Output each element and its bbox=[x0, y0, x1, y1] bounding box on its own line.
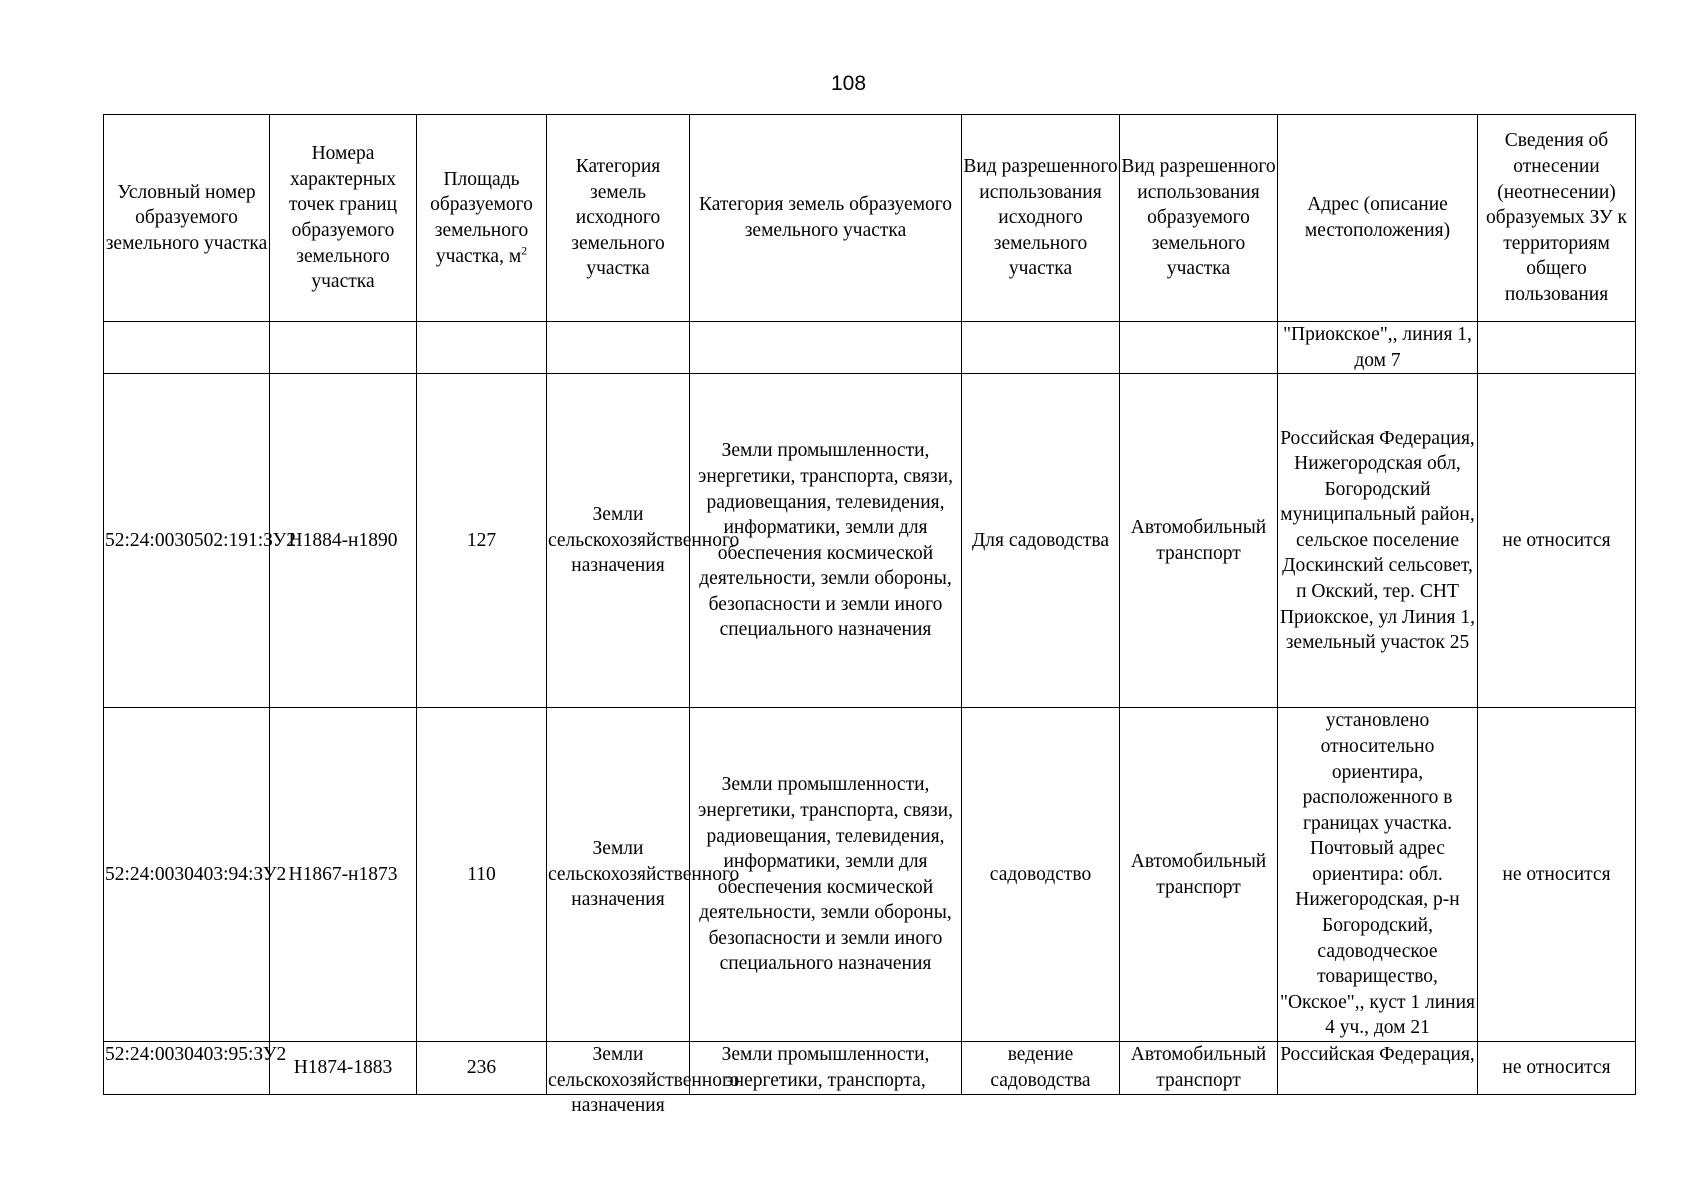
cell-use-source: садоводство bbox=[962, 708, 1120, 1042]
cell-use-source: Для садоводства bbox=[962, 374, 1120, 708]
cell-address: установлено относительно ориентира, расположенного в границах участка. Почтовый адрес ориентира: обл. Нижегородская, р-н Богородский, садоводческое товарищество, "Окское",, куст 1 линия 4 уч., дом 21 bbox=[1278, 708, 1478, 1042]
cell-cat-new bbox=[690, 1042, 962, 1095]
cell-address: Российская Федерация, Нижегородская обл, Богородский муниципальный район, сельское поселение Доскинский сельсовет, п Окский, тер. СНТ Приокское, ул Линия 1, земельный участок 25 bbox=[1278, 374, 1478, 708]
cell-cat-source: Земли сельскохозяйственного назначения bbox=[547, 708, 690, 1042]
cell-points: Н1874-1883 bbox=[270, 1042, 417, 1095]
cell-use-new: Автомобильный транспорт bbox=[1120, 374, 1278, 708]
header-cat-source: Категория земель исходного земельного участка bbox=[547, 115, 690, 322]
cell-cat-source: Земли сельскохозяйственного назначения bbox=[547, 374, 690, 708]
page-number: 108 bbox=[830, 72, 867, 95]
table-row-continuation bbox=[104, 322, 1636, 374]
cell-public: не относится bbox=[1478, 1042, 1636, 1095]
clip-box: 52:24:0030403:95:ЗУ2 bbox=[105, 1044, 287, 1066]
cell-use-source bbox=[962, 1042, 1120, 1095]
cell-cond-number: 52:24:0030502:191:ЗУ2 bbox=[104, 374, 270, 708]
cell-cat-new: Земли промышленности, энергетики, транспорта, связи, радиовещания, телевидения, информатики, земли для обеспечения космической деятельности, земли обороны, безопасности и земли иного специального назначения bbox=[690, 708, 962, 1042]
header-public: Сведения об отнесении (неотнесении) образуемых ЗУ к территориям общего пользования bbox=[1478, 115, 1636, 322]
table-row bbox=[104, 374, 1636, 708]
cell-points: Н1867-н1873 bbox=[270, 708, 417, 1042]
cell-public: не относится bbox=[1478, 708, 1636, 1042]
clip-box: Автомобильный транспорт bbox=[1130, 1044, 1267, 1091]
header-points: Номера характерных точек границ образуемого земельного участка bbox=[270, 115, 417, 322]
cell-cat-new: Земли промышленности, энергетики, транспорта, связи, радиовещания, телевидения, информатики, земли для обеспечения космической деятельности, земли обороны, безопасности и земли иного специального назначения bbox=[690, 374, 962, 708]
header-use-new: Вид разрешенного использования образуемого земельного участка bbox=[1120, 115, 1278, 322]
cell-use-new: Автомобильный транспорт bbox=[1120, 708, 1278, 1042]
clip-box: Земли сельскохозяйственного назначения bbox=[548, 1044, 740, 1117]
table-row bbox=[104, 708, 1636, 1042]
cell-area: 110 bbox=[417, 708, 547, 1042]
land-plots-table bbox=[103, 114, 1636, 1117]
cell-area: 127 bbox=[417, 374, 547, 708]
cell-cond-number bbox=[104, 1042, 287, 1095]
cell-empty bbox=[962, 322, 1120, 374]
cell-cond-number: 52:24:0030403:94:ЗУ2 bbox=[104, 708, 270, 1042]
header-area-sup: 2 bbox=[521, 243, 528, 258]
cell-empty bbox=[690, 322, 962, 374]
cell-empty bbox=[104, 322, 270, 374]
clip-box: Российская Федерация, bbox=[1280, 1044, 1475, 1066]
cell-empty bbox=[417, 322, 547, 374]
clip-box: ведение садоводства bbox=[990, 1044, 1091, 1091]
header-area bbox=[417, 115, 547, 322]
clip-box: Земли промышленности, энергетики, транспорта, bbox=[721, 1044, 930, 1091]
header-address: Адрес (описание местоположения) bbox=[1278, 115, 1478, 322]
header-cat-new: Категория земель образуемого земельного участка bbox=[690, 115, 962, 322]
cell-address: "Приокское",, линия 1, дом 7 bbox=[1278, 322, 1478, 374]
cell-address bbox=[1278, 1042, 1478, 1095]
cell-use-new bbox=[1120, 1042, 1278, 1095]
header-use-source: Вид разрешенного использования исходного земельного участка bbox=[962, 115, 1120, 322]
cell-empty bbox=[1478, 322, 1636, 374]
cell-area: 236 bbox=[417, 1042, 547, 1095]
cell-public: не относится bbox=[1478, 374, 1636, 708]
cell-cat-source bbox=[547, 1042, 740, 1117]
cell-empty bbox=[270, 322, 417, 374]
table-row bbox=[104, 1042, 1636, 1095]
cell-points: Н1884-н1890 bbox=[270, 374, 417, 708]
cell-empty bbox=[547, 322, 690, 374]
cell-empty bbox=[1120, 322, 1278, 374]
header-area-text: Площадь образуемого земельного участка, м bbox=[430, 168, 533, 267]
header-cond-number: Условный номер образуемого земельного участка bbox=[104, 115, 270, 322]
table-header-row bbox=[104, 115, 1636, 322]
